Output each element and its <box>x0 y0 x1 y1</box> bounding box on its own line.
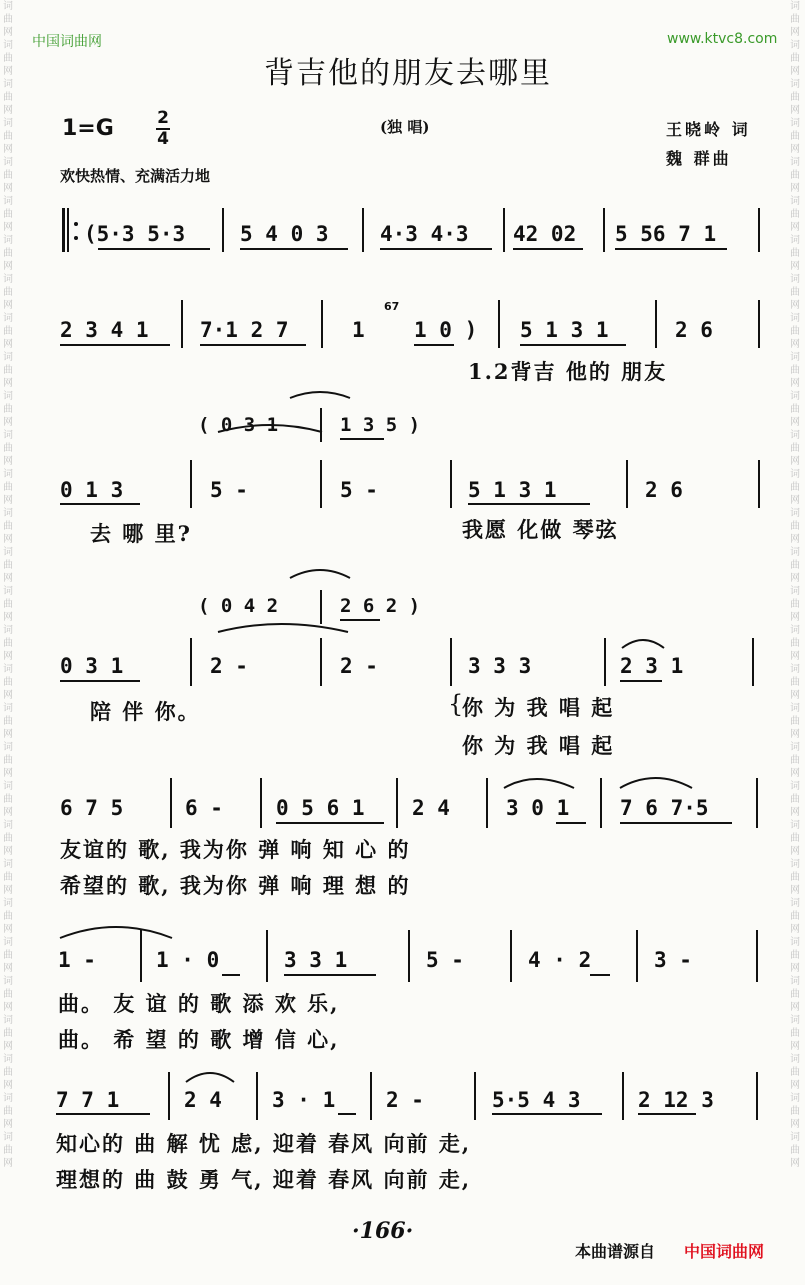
measure: 5 1 3 1 <box>520 318 609 342</box>
lyric-line: 1.2背吉 他的 朋友 <box>468 359 668 384</box>
beam-underline <box>284 974 376 976</box>
barline <box>752 638 754 686</box>
song-title: 背吉他的朋友去哪里 <box>264 56 552 91</box>
beam-underline <box>556 822 586 824</box>
source-label: 本曲谱源自 <box>575 1242 656 1261</box>
beam-underline <box>638 1113 696 1115</box>
measure: 2 3 4 1 <box>60 318 149 342</box>
barline <box>622 1072 624 1120</box>
lyric-line: 曲。 希 望 的 歌 增 信 心, <box>58 1027 340 1052</box>
beam-underline <box>380 248 492 250</box>
barline <box>626 460 628 508</box>
beam-underline <box>340 619 380 621</box>
measure: 6 - <box>185 796 223 820</box>
slur-marks <box>480 766 730 796</box>
measure: 3 3 3 <box>468 654 532 678</box>
beam-underline <box>520 344 626 346</box>
lyric-line: 陪 伴 你。 <box>90 699 201 724</box>
barline <box>510 930 512 982</box>
grace-notes: 67 <box>384 300 400 313</box>
measure: 5 1 3 1 <box>468 478 557 502</box>
barline <box>758 460 760 508</box>
barline <box>758 300 760 348</box>
measure: 0 3 1 <box>60 654 124 678</box>
side-watermark-right: 词曲网词曲网词曲网词曲网词曲网词曲网词曲网词曲网词曲网词曲网词曲网词曲网词曲网词曲网词曲网词曲网词曲网词曲网词曲网词曲网词曲网词曲网词曲网词曲网词曲网词曲网词曲网词曲网词曲网词曲网 <box>790 1 800 1169</box>
lyric-line: 我愿 化做 琴弦 <box>462 517 619 542</box>
beam-underline <box>56 1113 150 1115</box>
barline <box>486 778 488 828</box>
measure: 2 3 1 <box>620 654 684 678</box>
repeat-start-thin <box>67 208 69 252</box>
measure: 2 - <box>340 654 378 678</box>
time-signature <box>156 110 170 148</box>
barline <box>266 930 268 982</box>
measure: 7 7 1 <box>56 1088 120 1112</box>
measure: 3 · 1 <box>272 1088 336 1112</box>
beam-underline <box>340 438 384 440</box>
optional-notes: 1 3 5 ) <box>340 414 421 436</box>
measure: 0 5 6 1 <box>276 796 365 820</box>
barline <box>260 778 262 828</box>
measure: 3 3 1 <box>284 948 348 972</box>
barline <box>503 208 505 252</box>
lyric-line: 希望的 歌, 我为你 弹 响 理 想 的 <box>60 873 411 898</box>
barline <box>321 300 323 348</box>
measure: 1 0 ) <box>414 318 478 342</box>
measure: 2 - <box>210 654 248 678</box>
beam-underline <box>615 248 727 250</box>
beam-underline <box>222 974 240 976</box>
beam-underline <box>338 1113 356 1115</box>
measure: 5 - <box>426 948 464 972</box>
repeat-start-barline <box>62 208 65 252</box>
barline <box>140 930 142 982</box>
performance-mode: (独 唱) <box>380 118 430 136</box>
barline <box>600 778 602 828</box>
lyric-line: 去 哪 里? <box>90 521 192 546</box>
measure: 5 - <box>340 478 378 502</box>
measure: 5 4 0 3 <box>240 222 329 246</box>
measure: 5 56 7 1 <box>615 222 717 246</box>
beam-underline <box>620 822 732 824</box>
barline <box>474 1072 476 1120</box>
measure: 3 0 1 <box>506 796 570 820</box>
measure: 2 4 <box>184 1088 222 1112</box>
beam-underline <box>60 503 140 505</box>
lyric-line: 友谊的 歌, 我为你 弹 响 知 心 的 <box>60 837 411 862</box>
beam-underline <box>414 344 454 346</box>
barline <box>190 638 192 686</box>
barline <box>756 1072 758 1120</box>
barline <box>320 460 322 508</box>
measure: 1 - <box>58 948 96 972</box>
beam-underline <box>468 503 590 505</box>
repeat-dot <box>74 222 78 226</box>
measure: 5 - <box>210 478 248 502</box>
lyricist-credit: 王晓岭 词 <box>666 120 751 139</box>
lyric-line: 理想的 曲 鼓 勇 气, 迎着 春风 向前 走, <box>56 1167 472 1192</box>
slur-mark <box>180 1064 240 1086</box>
lyric-line: 知心的 曲 解 忧 虑, 迎着 春风 向前 走, <box>56 1131 472 1156</box>
barline <box>396 778 398 828</box>
tie-mark <box>56 916 186 942</box>
beam-underline <box>240 248 348 250</box>
lyric-line: 曲。 友 谊 的 歌 添 欢 乐, <box>58 991 340 1016</box>
measure: 42 02 <box>513 222 577 246</box>
site-url-right[interactable]: www.ktvc8.com <box>667 31 778 47</box>
barline <box>170 778 172 828</box>
barline <box>498 300 500 348</box>
beam-underline <box>60 680 140 682</box>
barline <box>256 1072 258 1120</box>
barline <box>603 208 605 252</box>
composer-credit: 魏 群曲 <box>666 149 732 168</box>
measure: 2 6 <box>675 318 713 342</box>
page-number: ·166· <box>352 1218 414 1244</box>
measure: 2 - <box>386 1088 424 1112</box>
barline <box>450 460 452 508</box>
barline <box>655 300 657 348</box>
beam-underline <box>60 344 170 346</box>
measure: 7·1 2 7 <box>200 318 289 342</box>
optional-notes: ( 0 4 2 <box>198 595 279 617</box>
barline <box>362 208 364 252</box>
beam-underline <box>620 680 662 682</box>
barline <box>222 208 224 252</box>
optional-notes: ( 0 3 1 <box>198 414 279 436</box>
measure: 0 1 3 <box>60 478 124 502</box>
side-watermark-left: 词曲网词曲网词曲网词曲网词曲网词曲网词曲网词曲网词曲网词曲网词曲网词曲网词曲网词曲网词曲网词曲网词曲网词曲网词曲网词曲网词曲网词曲网词曲网词曲网词曲网词曲网词曲网词曲网词曲网词曲网 <box>3 1 13 1169</box>
beam-underline <box>492 1113 602 1115</box>
measure: 2 4 <box>412 796 450 820</box>
measure: 1 <box>352 318 365 342</box>
measure: 4·3 4·3 <box>380 222 469 246</box>
measure: 6 7 5 <box>60 796 124 820</box>
barline <box>756 930 758 982</box>
barline <box>604 638 606 686</box>
barline <box>450 638 452 686</box>
measure: 2 12 3 <box>638 1088 714 1112</box>
barline <box>181 300 183 348</box>
time-top: 2 <box>157 108 169 128</box>
barline <box>756 778 758 828</box>
measure: 1 · 0 <box>156 948 220 972</box>
measure: 4 · 2 <box>528 948 592 972</box>
optional-notes: 2 6 2 ) <box>340 595 421 617</box>
source-site-link[interactable]: 中国词曲网 <box>684 1242 765 1261</box>
measure: 2 6 <box>645 478 683 502</box>
barline <box>758 208 760 252</box>
beam-underline <box>200 344 306 346</box>
slur-mark <box>618 632 668 652</box>
beam-underline <box>276 822 384 824</box>
measure: 5·5 4 3 <box>492 1088 581 1112</box>
lyric-line: 你 为 我 唱 起 <box>462 733 615 758</box>
beam-underline <box>98 248 210 250</box>
tempo-marking: 欢快热情、充满活力地 <box>60 167 211 185</box>
barline <box>408 930 410 982</box>
beam-underline <box>590 974 610 976</box>
barline <box>320 590 322 624</box>
time-bottom: 4 <box>157 129 169 149</box>
measure: (5·3 5·3 <box>84 222 186 246</box>
barline <box>636 930 638 982</box>
repeat-dot <box>74 236 78 240</box>
barline <box>190 460 192 508</box>
site-name-left[interactable]: 中国词曲网 <box>32 34 102 50</box>
lyric-line: 你 为 我 唱 起 <box>462 695 615 720</box>
measure: 3 - <box>654 948 692 972</box>
key-signature: 1=G <box>62 116 114 141</box>
barline <box>320 638 322 686</box>
beam-underline <box>513 248 583 250</box>
barline <box>320 408 322 442</box>
verse-brace: { <box>448 690 466 718</box>
measure: 7 6 7·5 <box>620 796 709 820</box>
barline <box>168 1072 170 1120</box>
barline <box>370 1072 372 1120</box>
